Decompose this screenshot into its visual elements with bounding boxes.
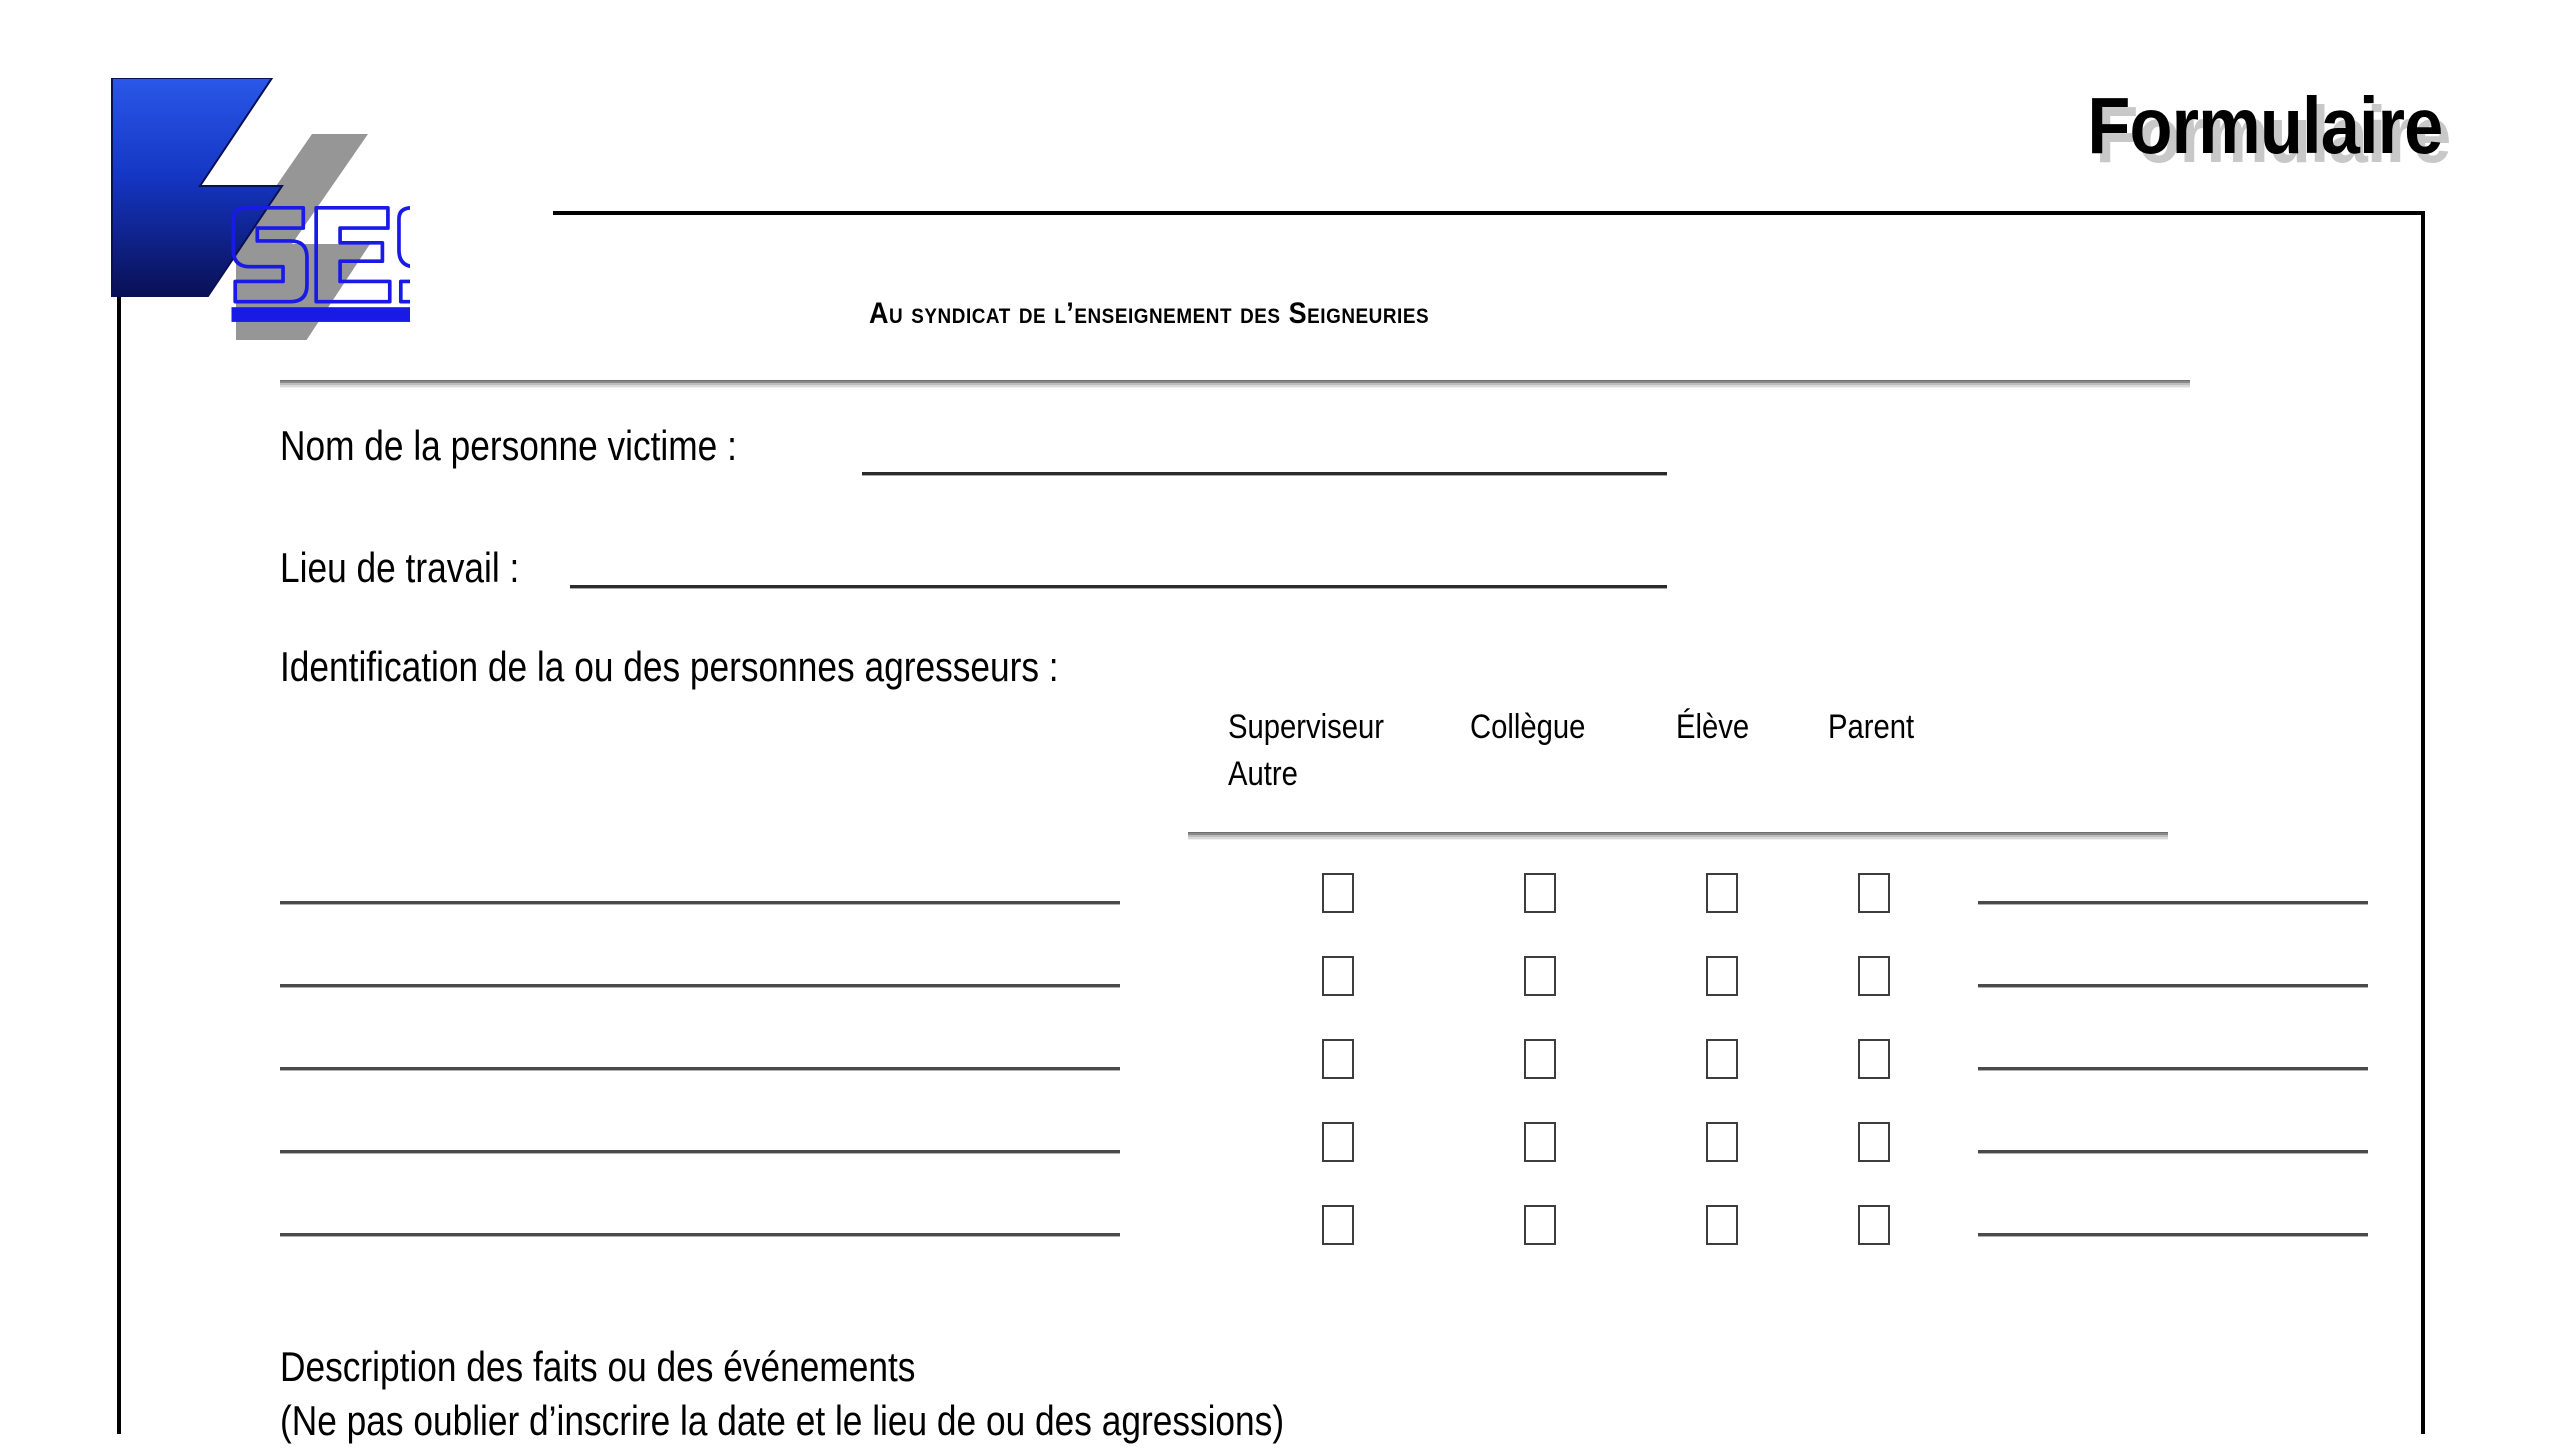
checkbox-parent-row-3[interactable] <box>1858 1039 1890 1079</box>
ses-logo <box>110 78 410 340</box>
checkbox-eleve-row-1[interactable] <box>1706 873 1738 913</box>
checkbox-superviseur-row-2[interactable] <box>1322 956 1354 996</box>
column-header-collegue: Collègue <box>1470 708 1586 746</box>
divider-above-checkbox-grid <box>1188 832 2168 840</box>
description-heading: Description des faits ou des événements <box>280 1343 916 1390</box>
column-header-parent: Parent <box>1828 708 1915 746</box>
column-header-eleve: Élève <box>1676 708 1750 746</box>
checkbox-superviseur-row-1[interactable] <box>1322 873 1354 913</box>
checkbox-eleve-row-5[interactable] <box>1706 1205 1738 1245</box>
label-nom-personne-victime: Nom de la personne victime : <box>280 422 737 469</box>
checkbox-eleve-row-3[interactable] <box>1706 1039 1738 1079</box>
checkbox-superviseur-row-5[interactable] <box>1322 1205 1354 1245</box>
checkbox-parent-row-5[interactable] <box>1858 1205 1890 1245</box>
input-agresseur-autre-5[interactable] <box>1978 1233 2368 1237</box>
checkbox-collegue-row-2[interactable] <box>1524 956 1556 996</box>
checkbox-collegue-row-4[interactable] <box>1524 1122 1556 1162</box>
input-lieu-de-travail[interactable] <box>570 585 1667 589</box>
label-lieu-de-travail: Lieu de travail : <box>280 544 520 591</box>
checkbox-parent-row-4[interactable] <box>1858 1122 1890 1162</box>
page-border-right <box>2421 213 2425 1434</box>
checkbox-collegue-row-3[interactable] <box>1524 1039 1556 1079</box>
divider-under-heading <box>280 380 2190 388</box>
input-agresseur-autre-4[interactable] <box>1978 1150 2368 1154</box>
description-block <box>280 1340 1475 1448</box>
checkbox-collegue-row-5[interactable] <box>1524 1205 1556 1245</box>
page-border-top <box>553 211 2425 215</box>
input-agresseur-autre-3[interactable] <box>1978 1067 2368 1071</box>
input-agresseur-autre-2[interactable] <box>1978 984 2368 988</box>
input-nom-personne-victime[interactable] <box>862 472 1667 476</box>
page-title: Formulaire <box>2086 81 2442 170</box>
checkbox-parent-row-1[interactable] <box>1858 873 1890 913</box>
checkbox-parent-row-2[interactable] <box>1858 956 1890 996</box>
label-identification-agresseurs: Identification de la ou des personnes agresseurs : <box>280 643 1059 690</box>
description-subnote: (Ne pas oublier d’inscrire la date et le lieu de ou des agressions) <box>280 1397 1285 1444</box>
input-agresseur-nom-5[interactable] <box>280 1233 1120 1237</box>
input-agresseur-autre-1[interactable] <box>1978 901 2368 905</box>
input-agresseur-nom-2[interactable] <box>280 984 1120 988</box>
input-agresseur-nom-1[interactable] <box>280 901 1120 905</box>
checkbox-superviseur-row-3[interactable] <box>1322 1039 1354 1079</box>
checkbox-eleve-row-2[interactable] <box>1706 956 1738 996</box>
checkbox-superviseur-row-4[interactable] <box>1322 1122 1354 1162</box>
column-header-autre: Autre <box>1228 755 1298 793</box>
input-agresseur-nom-4[interactable] <box>280 1150 1120 1154</box>
checkbox-eleve-row-4[interactable] <box>1706 1122 1738 1162</box>
page-border-left <box>117 213 121 1434</box>
column-header-superviseur: Superviseur <box>1228 708 1385 746</box>
checkbox-collegue-row-1[interactable] <box>1524 873 1556 913</box>
input-agresseur-nom-3[interactable] <box>280 1067 1120 1071</box>
form-heading: Au syndicat de l’enseignement des Seigneuries <box>869 297 1430 330</box>
